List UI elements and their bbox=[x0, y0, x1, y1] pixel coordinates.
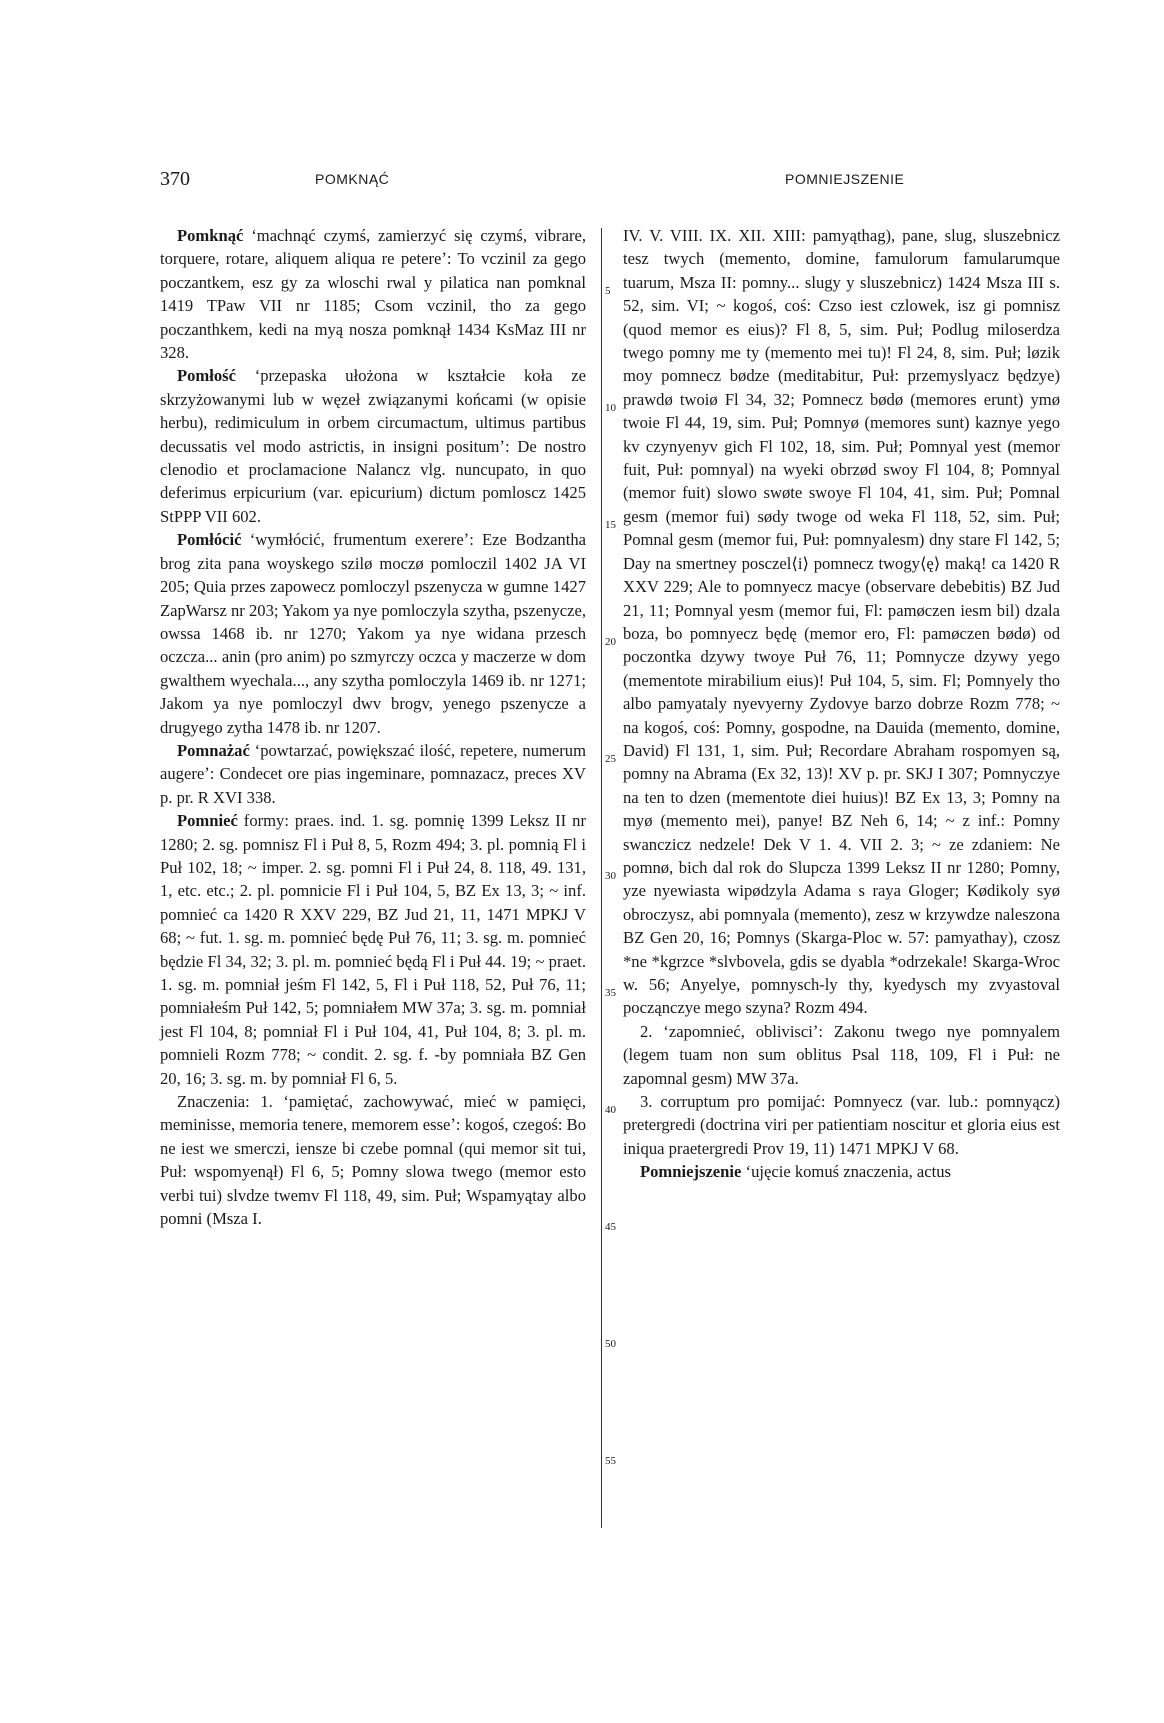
right-column bbox=[623, 224, 1060, 1184]
line-number: 50 bbox=[605, 1338, 616, 1350]
entry-text: ʻmachnąć czymś, zamierzyć się czymś, vibrare, torquere, rotare, aliquem aliqua re petereʼ: To vczinil za gego poczantkem, esz gy za wloschi rwal y pilatica nan pomknal 1419 TPaw VII nr 1185; Csom vczinil, tho za gego poczanthkem, kedi na myą nosza pomknął 1434 KsMaz III nr 328. bbox=[160, 226, 586, 363]
line-number: 15 bbox=[605, 519, 616, 531]
entry-text: 3. corruptum pro pomijać: Pomnyecz (var. lub.: pomnyącz) pretergredi (doctrina viri per patientiam noscitur et gloria eius est iniqua praetergredi Prov 19, 11) 1471 MPKJ V 68. bbox=[623, 1092, 1060, 1158]
headword: Pomłość bbox=[177, 366, 236, 386]
entry-text: ʻwymłócić, frumentum exerereʼ: Eze Bodzantha brog zita pana woyskego szilø moczø pomloczil 1402 JA VI 205; Quia przes zapowecz pomloczyl pszenycza w gumne 1427 ZapWarsz nr 203; Yakom ya nye pomloczyla szytha, pszenycze, owssa 1468 ib. nr 1270; Yakom ya nye widana przesch oczcza... anin (pro anim) po szmyrczy oczca y maczerze w dom gwalthem wyechala..., any szytha pomloczyla 1469 ib. nr 1271; Jakom ya nye pomloczyl dwv brogv, yenego pszenycze a drugyego zytha 1478 ib. nr 1207. bbox=[160, 530, 586, 737]
line-number: 30 bbox=[605, 870, 616, 882]
headword: Pomnażać bbox=[177, 740, 250, 760]
entry-meaning-3 bbox=[623, 1090, 1060, 1160]
line-number: 25 bbox=[605, 753, 616, 765]
page-header bbox=[160, 168, 1060, 192]
entry-meanings bbox=[160, 1090, 586, 1230]
entry-text: Znaczenia: 1. ʻpamiętać, zachowywać, mieć w pamięci, meminisse, memoria tenere, memorem esseʼ: kogoś, czegoś: Bo ne iest we smerczi, iensze bi czebe pomnal (qui memor sit tui, Puł: wspomyenął) Fl 6, 5; Pomny slowa twego (memor esto verbi tui) slvdze twemv Fl 118, 49, sim. Puł; Wspamyątay albo pomni (Msza I. bbox=[160, 1092, 586, 1229]
line-number: 10 bbox=[605, 402, 616, 414]
entry-text: formy: praes. ind. 1. sg. pomnię 1399 Leksz II nr 1280; 2. sg. pomnisz Fl i Puł 8, 5, Rozm 494; 3. pl. pomnią Fl i Puł 102, 18; ~ imper. 2. sg. pomni Fl i Puł 24, 8. 118, 49. 131, 1, etc. etc.; 2. pl. pomnicie Fl i Puł 104, 5, BZ Ex 13, 3; ~ inf. pomnieć ca 1420 R XXV 229, BZ Jud 21, 11, 1471 MPKJ V 68; ~ fut. 1. sg. m. pomnieć będę Puł 76, 11; 3. sg. m. pomnieć będzie Fl 34, 32; 3. pl. m. pomnieć będą Fl i Puł 44. 19; ~ praet. 1. sg. m. pomniał jeśm Fl 142, 5, Fl i Puł 118, 52, Puł 76, 11; pomniałeśm Puł 142, 5; pomniałem MW 37a; 3. sg. m. pomniał jest Fl 104, 8; pomniał Fl i Puł 104, 41, Puł 104, 8; 3. pl. m. pomnieli Rozm 778; ~ condit. 2. sg. f. -by pomniała BZ Gen 20, 16; 3. sg. m. by pomniał Fl 6, 5. bbox=[160, 811, 586, 1088]
entry-text: IV. V. VIII. IX. XII. XIII: pamyąthag), pane, slug, sluszebnicz tesz twych (memento, domine, famulorum famularumque tuarum, Msza II: pomny... slugy y sluszebnicz) 1424 Msza III s. 52, sim. VI; ~ kogoś, coś: Czso iest czlowek, isz gi pomnisz (quod memor es eius)? Fl 8, 5, sim. Puł; Podlug miloserdza twego pomny me ty (memento mei tu)! Fl 24, 8, sim. Puł; løzik moy pomnecz bødze (meditabitur, Puł: przemyslyacz będzye) prawdø twoiø Fl 34, 32; Pomnecz bødø (memores erunt) ymø twoie Fl 44, 19, sim. Puł; Pomnyø (memores sunt) kaznye yego kv czynyenyv gich Fl 102, 18, sim. Puł; Pomnyal yest (memor fuit, Puł: pomnyal) na wyeki obrzød swoy Fl 104, 8; Pomnyal (memor fuit) slowo swøte swoye Fl 104, 41, sim. Puł; Pomnal gesm (memor fui) sødy twoge od weka Fl 118, 52, sim. Puł; Pomnal gesm (memor fui, Puł: pomnyalesm) dny stare Fl 142, 5; Day na smertney posczel⟨i⟩ pomnecz twogy⟨ę⟩ maką! ca 1420 R XXV 229; Ale to pomnyecz macye (observare debebitis) BZ Jud 21, 11; Pomnyal yesm (memor fui, Fl: pamøczen iesm bil) dzala boza, bo pomnyecz będę (memor ero, Fl: pamøczen bødø) od poczontka dzywy twoye Puł 76, 11; Pomnycze dzywy yego (mementote mirabilium eius)! Puł 104, 5, sim. Fl; Pomnyely tho albo pamyataly nyevyerny Zydovye barzo dobrze Rozm 778; ~ na kogoś, coś: Pomny, gospodne, na Dauida (memento, domine, David) Fl 131, 1, sim. Puł; Recordare Abraham rospomyen są, pomny na Abrama (Ex 32, 13)! XV p. pr. SKJ I 307; Pomnyczye na ten to dzen (mementote diei huius)! BZ Ex 13, 3; Pomny na myø (memento mei), panye! BZ Neh 6, 14; ~ z inf.: Pomny swanczicz nedzele! Dek V 1. 4. VII 2. 3; ~ ze zdaniem: Ne pomnø, bich dal rok do Slupcza 1399 Leksz II nr 1280; Pomny, yze nyewiasta wipødzyla Adama s raya Gloger; Kødikoly syø obroczysz, abi pomnyala (memento), zesz w krzywdze naleszona BZ Gen 20, 16; Pomnys (Skarga-Ploc w. 57: pamyathay), czosz *ne *kgrzce *slvbovela, gdis se dyabla *odrzekale! Skarga-Wroc w. 56; Anyelye, pomnysch-ly thy, kyedysch my zvyastoval począnczye mego szyna? Rozm 494. bbox=[623, 226, 1060, 1018]
running-head-left: POMKNĄĆ bbox=[315, 171, 390, 187]
entry-continuation bbox=[623, 224, 1060, 1020]
headword: Pomknąć bbox=[177, 226, 244, 245]
headword: Pomniejszenie bbox=[640, 1162, 742, 1182]
entry-meaning-2 bbox=[623, 1020, 1060, 1090]
headword: Pomnieć bbox=[177, 811, 238, 831]
line-number: 40 bbox=[605, 1104, 616, 1116]
line-number: 45 bbox=[605, 1221, 616, 1233]
left-column bbox=[160, 224, 586, 1230]
page-number: 370 bbox=[160, 168, 190, 190]
line-number: 55 bbox=[605, 1455, 616, 1467]
entry-pomniejszenie bbox=[623, 1160, 1060, 1183]
line-number: 35 bbox=[605, 987, 616, 999]
entry-text: ʻprzepaska ułożona w kształcie koła ze skrzyżowanymi lub w węzeł związanymi końcami (w opisie herbu), redimiculum in orbem circumactum, ultimus partibus decussatis vel modo astrictis, in insigni positumʼ: De nostro clenodio et proclamacione Nalancz vlg. nuncupato, in quo deferimus erpicurium (var. epicurium) dictum pomloscz 1425 StPPP VII 602. bbox=[160, 366, 586, 526]
headword: Pomłócić bbox=[177, 530, 242, 550]
entry-pomnazac bbox=[160, 739, 586, 809]
entry-text: ʻujęcie komuś znaczenia, actus bbox=[741, 1162, 952, 1182]
entry-pomknac bbox=[160, 224, 586, 364]
entry-pomlocic bbox=[160, 528, 586, 739]
entry-text: 2. ʻzapomnieć, oblivisciʼ: Zakonu twego nye pomnyalem (legem tuam non sum oblitus Psal 118, 109, Fl i Puł: ne zapomnal gesm) MW 37a. bbox=[623, 1021, 1060, 1088]
line-number: 5 bbox=[605, 285, 611, 297]
entry-text: ʻpowtarzać, powiększać ilość, repetere, numerum augereʼ: Condecet ore pias ingeminare, pomnazacz, preces XV p. pr. R XVI 338. bbox=[160, 740, 586, 807]
line-number: 20 bbox=[605, 636, 616, 648]
entry-pomlosc bbox=[160, 364, 586, 528]
entry-pomniec bbox=[160, 809, 586, 1090]
running-head-right: POMNIEJSZENIE bbox=[785, 171, 905, 187]
column-divider bbox=[601, 228, 602, 1528]
